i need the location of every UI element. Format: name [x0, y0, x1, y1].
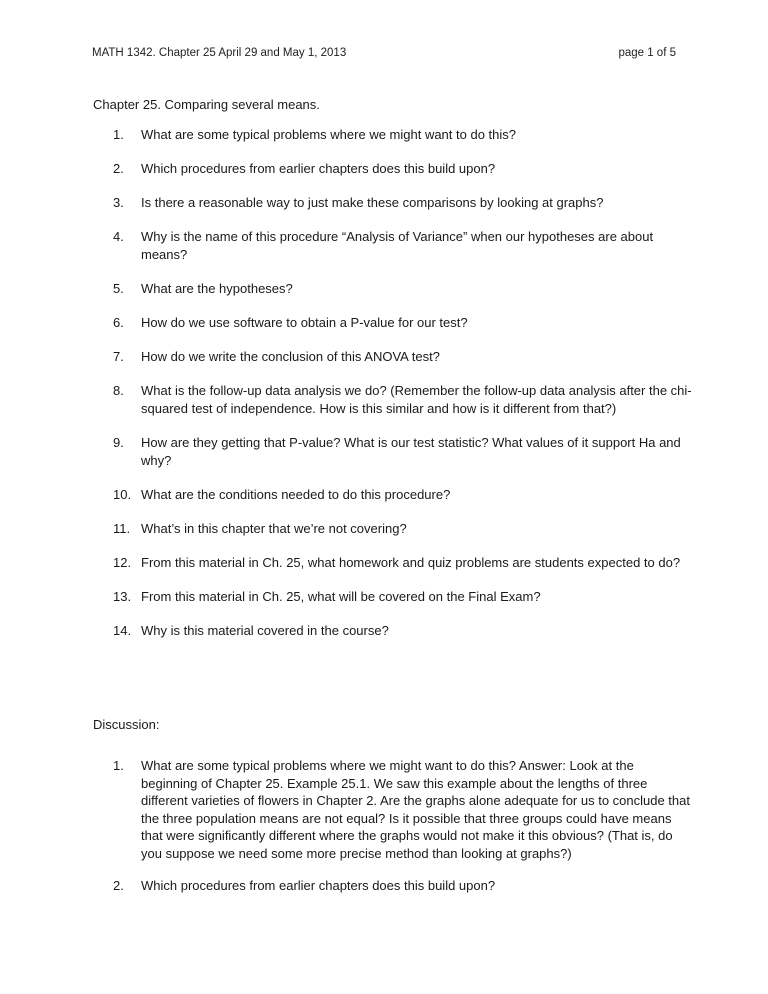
- question-text: Is there a reasonable way to just make these comparisons by looking at graphs?: [141, 195, 604, 210]
- question-text: How are they getting that P-value? What is our test statistic? What values of it support Ha and why?: [141, 435, 681, 468]
- question-number: 6.: [113, 315, 124, 330]
- question-item: [113, 194, 693, 212]
- question-text: What are the hypotheses?: [141, 281, 293, 296]
- question-item: [113, 520, 693, 538]
- question-item: [113, 348, 693, 366]
- question-number: 10.: [113, 487, 132, 502]
- question-item: [113, 486, 693, 504]
- question-number: 12.: [113, 555, 132, 570]
- question-item: [113, 314, 693, 332]
- page-header: [92, 47, 676, 59]
- question-text: Why is the name of this procedure “Analysis of Variance” when our hypotheses are about means?: [141, 229, 654, 262]
- chapter-title: Chapter 25. Comparing several means.: [93, 97, 320, 112]
- question-text: From this material in Ch. 25, what will be covered on the Final Exam?: [141, 589, 541, 604]
- question-number: 5.: [113, 281, 124, 296]
- question-item: [113, 622, 693, 640]
- question-text: What are some typical problems where we might want to do this?: [141, 127, 517, 142]
- discussion-number: 1.: [113, 758, 124, 773]
- question-item: [113, 160, 693, 178]
- question-item: [113, 554, 693, 572]
- question-item: [113, 280, 693, 298]
- question-item: [113, 382, 693, 417]
- header-course-info: MATH 1342. Chapter 25 April 29 and May 1, 2013: [92, 47, 347, 59]
- question-number: 9.: [113, 435, 124, 450]
- question-text: Why is this material covered in the course?: [141, 623, 389, 638]
- question-item: [113, 126, 693, 144]
- question-number: 13.: [113, 589, 132, 604]
- question-number: 11.: [113, 521, 131, 536]
- question-number: 3.: [113, 195, 124, 210]
- question-number: 4.: [113, 229, 124, 244]
- question-number: 1.: [113, 127, 124, 142]
- question-number: 8.: [113, 383, 124, 398]
- question-number: 7.: [113, 349, 124, 364]
- question-text: Which procedures from earlier chapters does this build upon?: [141, 161, 496, 176]
- question-text: What is the follow-up data analysis we do? (Remember the follow-up data analysis after the chi-squared test of independence. How is this similar and how is it different from that?): [141, 383, 692, 416]
- question-number: 14.: [113, 623, 132, 638]
- question-text: From this material in Ch. 25, what homework and quiz problems are students expected to do?: [141, 555, 681, 570]
- discussion-text: Which procedures from earlier chapters does this build upon?: [141, 878, 496, 893]
- question-item: [113, 588, 693, 606]
- discussion-item: [113, 877, 693, 895]
- discussion-item: [113, 757, 693, 862]
- question-item: [113, 228, 693, 263]
- question-text: How do we write the conclusion of this ANOVA test?: [141, 349, 440, 364]
- question-text: What’s in this chapter that we’re not covering?: [141, 521, 407, 536]
- discussion-heading: Discussion:: [93, 717, 160, 732]
- header-page-number: page 1 of 5: [618, 47, 676, 59]
- question-text: What are the conditions needed to do this procedure?: [141, 487, 451, 502]
- question-item: [113, 434, 693, 469]
- question-number: 2.: [113, 161, 124, 176]
- question-text: How do we use software to obtain a P-value for our test?: [141, 315, 468, 330]
- discussion-number: 2.: [113, 878, 124, 893]
- discussion-text: What are some typical problems where we might want to do this? Answer: Look at the beginning of Chapter 25. Example 25.1. We saw this example about the lengths of three different varieties of flowers in Chapter 2. Are the graphs alone adequate for us to conclude that the three population means are not equal? Is it possible that three groups could have means that were significantly different where the graphs would not make it this obvious? (That is, do you suppose we need some more precise method than looking at graphs?): [141, 758, 690, 861]
